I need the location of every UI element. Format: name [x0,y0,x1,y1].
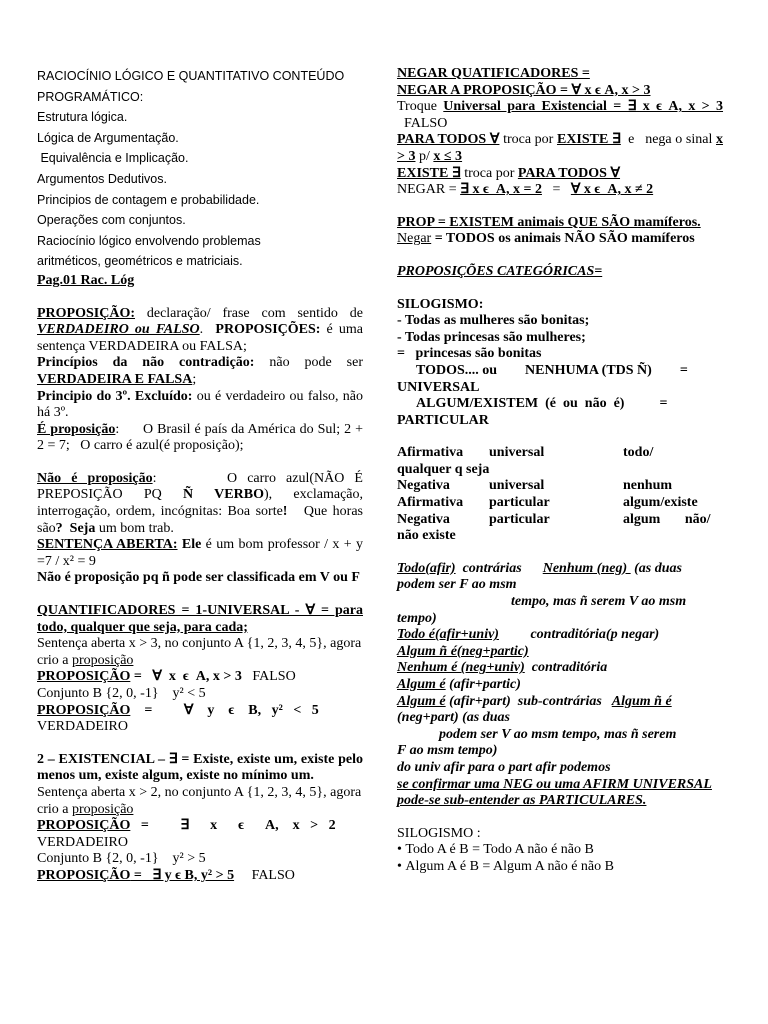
do-univ-line: do univ afir para o part afir podemos [397,759,611,775]
nao-contradicao-paragraph [37,355,363,388]
table-row [397,478,723,495]
table-cell: Negativa [397,511,450,527]
todo-afir: Todo(afir) [397,560,456,576]
univ-exist: Universal para Existencial = ∃ x ϵ A, x > 3 [443,99,724,115]
todo-e: Todo é(afir+univ) [397,627,499,643]
algum-e: Algum é [397,677,446,692]
afir-partic: (afir+partic) [445,677,521,692]
silogismo-title: SILOGISMO: [397,296,484,312]
nao-e-text: ), exclamação, interrogação, ordem, incógnitas: Boa sorte [37,487,363,520]
prop-value: FALSO [234,867,295,883]
troque-word: Troque [397,99,444,115]
left-column [37,66,367,885]
negar-proposicao: NEGAR A PROPOSIÇÃO = ∀ x ϵ A, x > 3 [397,82,651,98]
prop-label: PROPOSIÇÃO [37,669,131,685]
syllabus-title-line2: PROGRAMÁTICO: [37,89,144,104]
e-proposicao-examples: : O Brasil é país da América do Sul; 2 + 2 = 7; O carro é azul(é proposição); [37,421,367,454]
proposicoes-term: PROPOSIÇÕES: [215,322,321,338]
prop2-line [37,703,363,720]
categoricas-title: PROPOSIÇÕES CATEGÓRICAS= [397,263,603,279]
x-le-3: x ≤ 3 [433,148,463,164]
nao-e-proposicao-paragraph [37,470,367,537]
exclamation-mark: ! [282,504,288,520]
prop3-value: VERDADEIRO [37,834,128,850]
as-duas: (as duas podem ser F ao msm [397,560,686,593]
table-row: não existe [397,528,456,544]
table-cell: Afirmativa [397,445,464,461]
universal-word: UNIVERSAL [397,379,480,395]
table-row: qualquer q seja [397,461,490,477]
conjunto-b-2: Conjunto B {2, 0, -1} y² > 5 [37,851,206,867]
sentenca-aberta-paragraph [37,537,363,570]
se-confirmar-line: se confirmar uma NEG ou uma AFIRM UNIVERSAL pode-se sub-entender as PARTICULARES. [397,776,712,809]
equals: = [541,182,571,198]
table-cell: algum não/ [623,511,711,527]
negar-formula: ∃ x ϵ A, x = 2 [460,182,542,198]
table-row [397,445,723,462]
p-word: p/ [415,148,434,164]
proposicoes-def: é uma sentença VERDADEIRA ou FALSA; [37,322,363,354]
bullet-icon: • [397,842,406,858]
algum-e: Algum é [397,693,446,709]
bullet-item [397,842,723,859]
terceiro-def: ou é verdadeiro ou falso, não há 3º. [37,388,363,421]
negar-formula: ∀ x ϵ A, x ≠ 2 [570,182,654,198]
nega-sinal: e nega o sinal [620,132,716,148]
troca-por: troca por [460,165,518,181]
tempo-line: tempo, mas ñ serem V ao msm [511,594,687,610]
troca-por: troca por [499,132,557,148]
negar-quantificadores-title: NEGAR QUATIFICADORES = [397,66,590,81]
topic-item: Argumentos Dedutivos. [37,171,167,186]
nao-e-proposicao-term: Não é proposição [37,470,153,486]
prop-formula: = ∀ x ϵ A, x > 3 [130,669,242,685]
prop-existem: PROP = EXISTEM animais QUE SÃO mamíferos. [397,214,701,230]
existencial-title [37,752,363,785]
silogismo-line: - Todas as mulheres são bonitas; [397,313,590,329]
contrarias-line [397,561,723,594]
nao-e-text: um bom trab. [95,520,174,536]
negar-todos-line [397,231,723,248]
universal-line: TODOS.... ou NENHUMA (TDS Ñ) = [416,362,688,378]
table-row [397,495,723,512]
terceiro-term: Principio do 3º. Excluído: [37,388,193,404]
particular-word: PARTICULAR [397,412,489,428]
silogismo2-title: SILOGISMO : [397,825,481,841]
topic-item: Principios de contagem e probabilidade. [37,192,260,207]
algum-n: Algum ñ é [611,693,672,709]
vf-term: VERDADEIRO ou FALSO [37,322,200,338]
podem-line: podem ser V ao msm tempo, mas ñ serem [439,726,677,742]
proposicao-word: proposição [71,801,134,817]
table-cell: universal [489,478,545,494]
syllabus-block [37,66,363,272]
categorical-table [397,445,723,545]
quantificadores-text: QUANTIFICADORES = 1-UNIVERSAL - ∀ = para todo, qualquer que seja, para cada; [37,603,363,635]
para-todos: PARA TODOS ∀ [397,132,500,148]
right-column [397,66,723,876]
prop1-line [37,669,363,686]
existe-line [397,166,723,183]
negar-todos: = TODOS os animais NÃO SÃO mamíferos [431,231,695,247]
existe: EXISTE ∃ [556,132,621,148]
nao-verbo: Ñ VERBO [183,487,264,503]
table-row [397,512,723,529]
bullet-item [397,859,723,876]
sentenca-aberta-term: SENTENÇA ABERTA: [37,537,178,553]
algum-e-line [397,677,723,694]
prop-label: PROPOSIÇÃO [37,867,131,883]
table-cell: Afirmativa [397,495,464,511]
particular-line: ALGUM/EXISTEM (é ou não é) = [416,396,668,412]
proposicao-word: proposição [71,652,134,668]
prop-label: PROPOSIÇÃO [37,702,131,718]
prop-value: FALSO [241,669,296,685]
oppositions-block [397,561,723,810]
proposicao-def: declaração/ frase com sentido de [135,305,363,321]
nao-contradicao-term: Princípios da não contradição: [37,355,255,371]
table-cell: particular [489,511,550,527]
table-cell: algum/existe [623,495,698,511]
para-todos-line [397,132,723,165]
prop4-line [37,868,363,885]
nao-classificada-note: Não é proposição pq ñ pode ser classificada em V ou F [37,570,360,586]
conjunto-b-1: Conjunto B {2, 0, -1} y² < 5 [37,686,206,701]
prop-formula: = ∃ y ϵ B, y² > 5 [130,867,235,883]
prop-formula: = ∀ y ϵ B, y² < 5 [130,702,319,718]
existe: EXISTE ∃ [397,165,461,181]
silogismo-line: - Todas princesas são mulheres; [397,329,586,345]
e-proposicao-paragraph [37,421,367,455]
topic-item: aritméticos, geométricos e matriciais. [37,254,243,269]
ele-word: Ele [177,537,202,553]
prop2-value: VERDADEIRO [37,719,128,735]
terceiro-paragraph [37,389,363,422]
f-msm-line: F ao msm tempo) [397,743,498,759]
topic-item: Equivalência e Implicação. [37,151,189,166]
proposicao-term: PROPOSIÇÃO: [37,305,135,321]
prop3-line [37,818,363,835]
contraditoria: contraditória(p negar) [498,627,660,643]
table-cell: todo/ [623,445,654,461]
falso-word: FALSO [397,115,448,131]
todo-e-line [397,627,723,644]
negar-word: Negar [397,231,432,247]
nao-e-text: Que horas são [37,504,367,536]
semicolon: ; [192,371,197,387]
algum-n-line: Algum ñ é(neg+partic) [397,643,529,659]
tempo-line: tempo) [397,610,437,626]
seja-word: Seja [62,520,96,536]
nao-contradicao-def: não pode ser [254,355,363,371]
prop-label: PROPOSIÇÃO [37,818,131,834]
table-cell: Negativa [397,478,450,494]
sentenca-aberta-2 [37,785,363,818]
silogismo-line: = princesas são bonitas [397,346,542,362]
topic-item: Operações com conjuntos. [37,213,186,228]
question-mark: ? [55,520,63,536]
bullet-icon: • [397,858,406,874]
x-gt-3: x > 3 [397,132,723,164]
topic-item: Raciocínio lógico envolvendo problemas [37,233,261,248]
syllabus-title-line1: RACIOCÍNIO LÓGICO E QUANTITATIVO CONTEÚDO [37,69,345,83]
neg-part: (neg+part) (as duas [397,693,676,726]
page-label: Pag.01 Rac. Lóg [37,272,135,288]
bullet-text: Algum A é B = Algum A não é não B [405,858,614,874]
prop-formula: = ∃ x ϵ A, x > 2 [130,818,336,834]
para-todos: PARA TODOS ∀ [517,165,621,181]
sentenca-example: é um bom professor / x + y =7 / x² = 9 [37,537,364,569]
quantificadores-title [37,603,363,636]
sentenca-text: Sentença aberta x > 3, no conjunto A {1, 2, 3, 4, 5}, agora crio a [37,636,362,668]
nenhum-e: Nenhum é (neg+univ) [397,660,525,676]
negar-line [397,182,723,199]
nao-e-text: : O carro azul(NÃO É PREPOSIÇÃO PQ [37,470,367,503]
nenhum-e-line [397,660,723,677]
sentenca-aberta-1 [37,636,363,669]
troque-line [397,99,723,132]
sentenca-text: Sentença aberta x > 2, no conjunto A {1, 2, 3, 4, 5}, agora crio a [37,784,362,817]
verd-falsa-term: VERDADEIRA E FALSA [37,371,193,387]
sub-contrarias-line [397,694,723,727]
table-cell: nenhum [623,478,673,494]
table-cell: particular [489,495,550,511]
nenhum-neg: Nenhum (neg) [542,560,631,576]
e-proposicao-term: É proposição [37,421,116,437]
topic-item: Estrutura lógica. [37,110,128,125]
sub-contrarias: (afir+part) sub-contrárias [445,693,612,709]
contraditoria: contraditória [524,660,608,676]
bullet-text: Todo A é B = Todo A não é não B [405,842,594,858]
proposicao-paragraph: PROPOSIÇÃO: declaração/ frase com sentido de VERDADEIRO ou FALSO. PROPOSIÇÕES: é uma sentença VERDADEIRA ou FALSA; [37,305,363,354]
table-cell: universal [489,445,545,461]
existencial-text: 2 – EXISTENCIAL – ∃ = Existe, existe um, existe pelo menos um, existe algum, existe no mínimo um. [37,751,363,784]
topic-item: Lógica de Argumentação. [37,130,179,145]
negar-word: NEGAR = [397,182,461,198]
contrarias: contrárias [455,560,543,576]
